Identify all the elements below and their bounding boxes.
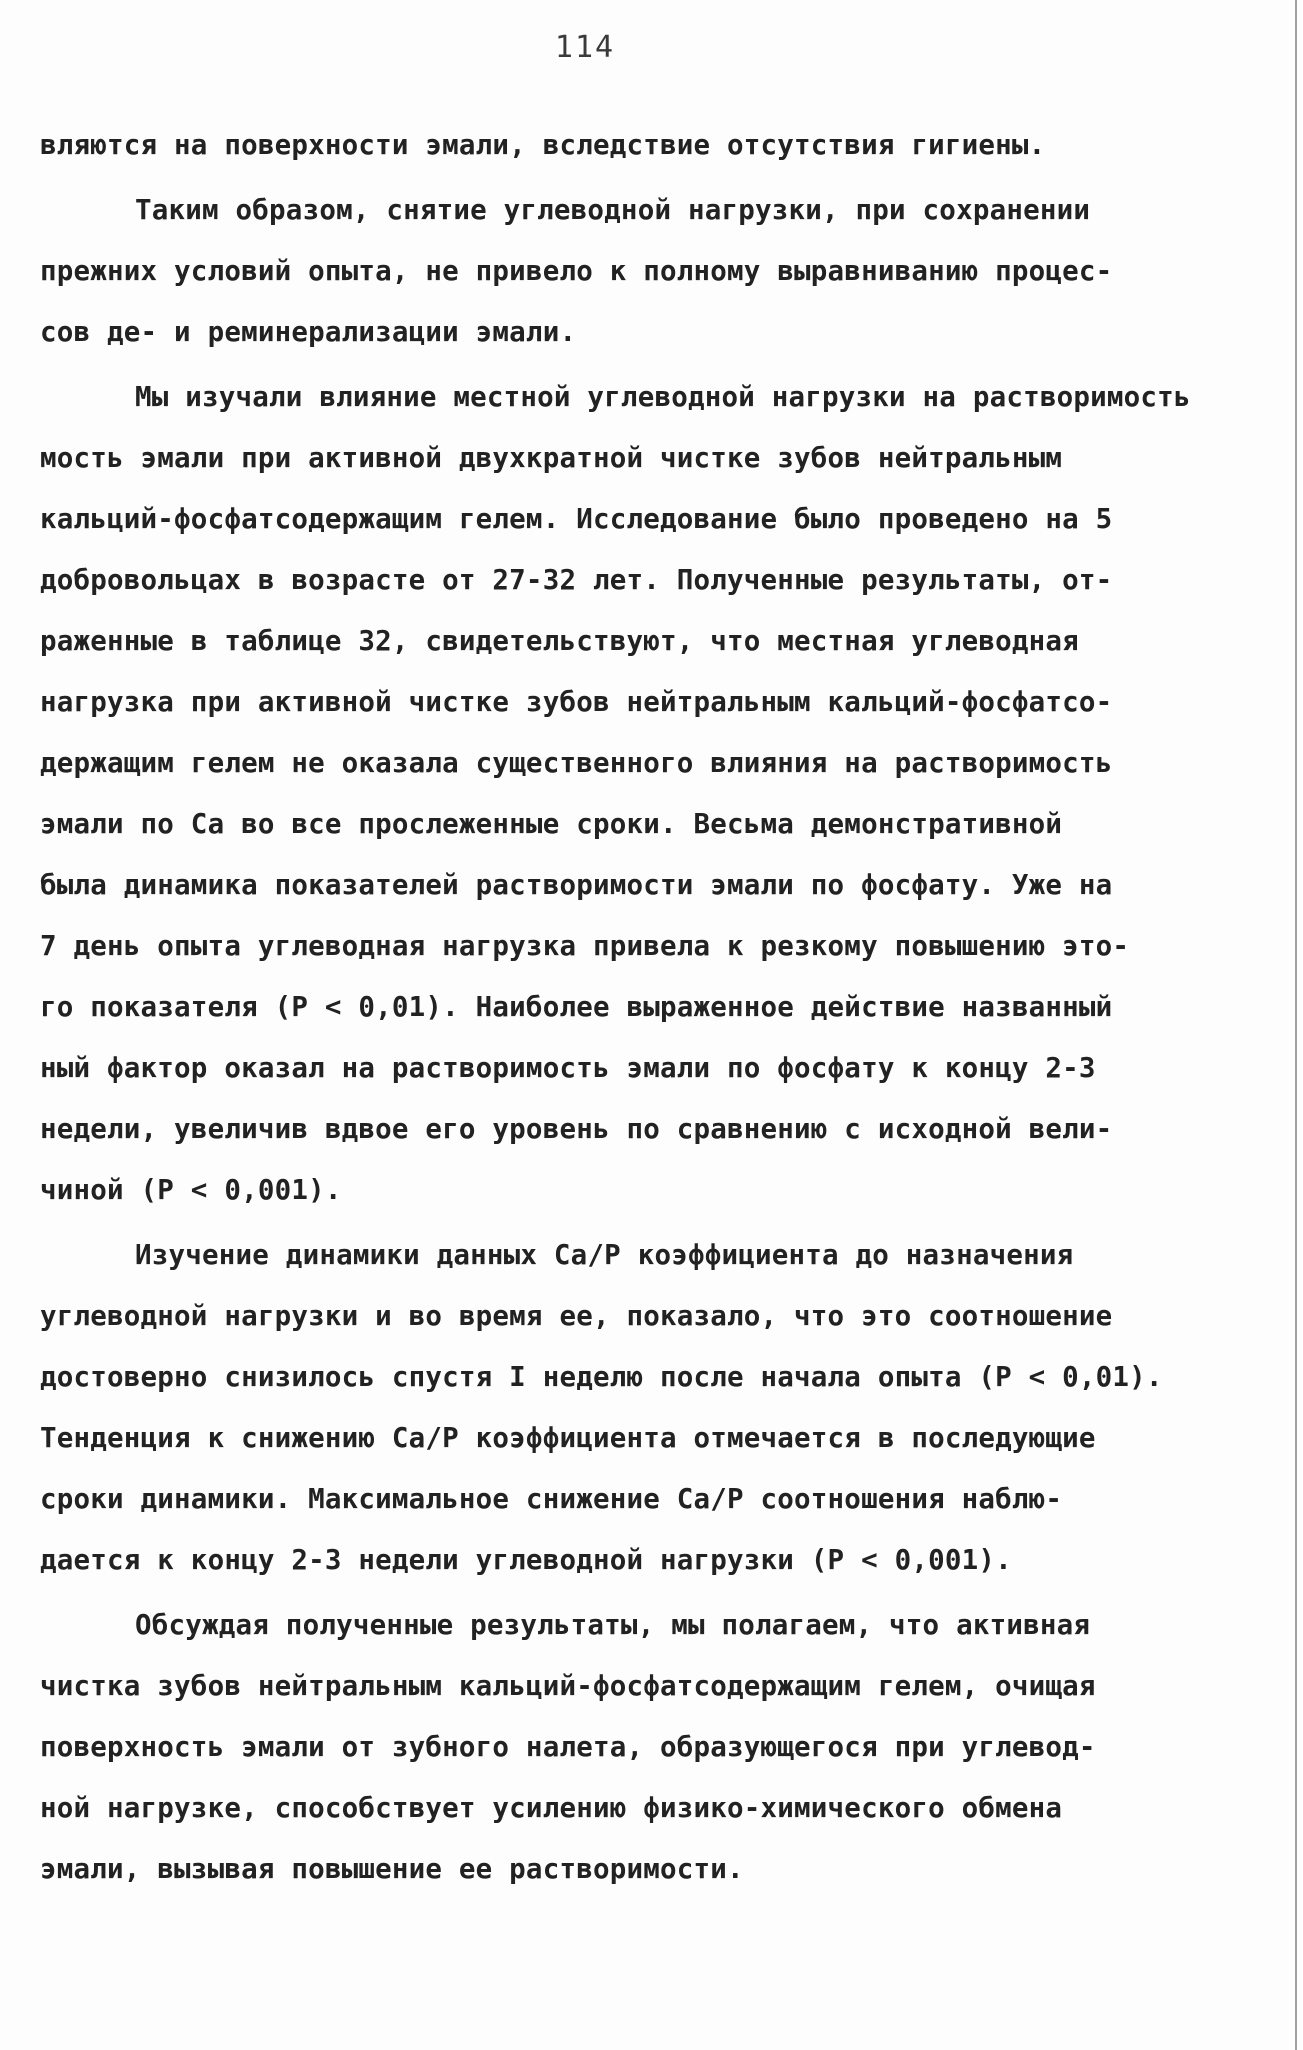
page-number: 114	[554, 30, 616, 65]
text-line: ный фактор оказал на растворимость эмали по фосфату к концу 2-3	[40, 1052, 1096, 1084]
text-line: Тенденция к снижению Ca/P коэффициента отмечается в последующие	[40, 1422, 1096, 1454]
paragraph-conclusion	[40, 180, 1220, 363]
text-line: добровольцах в возрасте от 27-32 лет. Полученные результаты, от-	[40, 564, 1113, 596]
text-line: Таким образом, снятие углеводной нагрузки, при сохранении	[135, 194, 1091, 226]
text-line: поверхность эмали от зубного налета, образующегося при углевод-	[40, 1731, 1096, 1763]
text-line: ной нагрузке, способствует усилению физико-химического обмена	[40, 1792, 1063, 1824]
text-line: чистка зубов нейтральным кальций-фосфатсодержащим гелем, очищая	[40, 1670, 1096, 1702]
text-line: дается к концу 2-3 недели углеводной нагрузки (P < 0,001).	[40, 1544, 1012, 1576]
paragraph-continuation	[40, 115, 1220, 176]
text-line: вляются на поверхности эмали, вследствие отсутствия гигиены.	[40, 129, 1046, 161]
text-line: была динамика показателей растворимости эмали по фосфату. Уже на	[40, 869, 1113, 901]
text-line: недели, увеличив вдвое его уровень по сравнению с исходной вели-	[40, 1113, 1113, 1145]
text-line: кальций-фосфатсодержащим гелем. Исследование было проведено на 5	[40, 503, 1113, 535]
text-line: Мы изучали влияние местной углеводной нагрузки на растворимость	[135, 381, 1191, 413]
text-line: го показателя (P < 0,01). Наиболее выраженное действие названный	[40, 991, 1113, 1023]
text-line: эмали по Ca во все прослеженные сроки. Весьма демонстративной	[40, 808, 1063, 840]
text-line: прежних условий опыта, не привело к полному выравниванию процес-	[40, 255, 1113, 287]
text-line: углеводной нагрузки и во время ее, показало, что это соотношение	[40, 1300, 1113, 1332]
text-line: 7 день опыта углеводная нагрузка привела к резкому повышению это-	[40, 930, 1130, 962]
body-text	[40, 115, 1220, 1904]
text-line: эмали, вызывая повышение ее растворимости.	[40, 1853, 744, 1885]
text-line: нагрузка при активной чистке зубов нейтральным кальций-фосфатсо-	[40, 686, 1113, 718]
text-line: Изучение динамики данных Ca/P коэффициента до назначения	[135, 1239, 1074, 1271]
text-line: держащим гелем не оказала существенного влияния на растворимость	[40, 747, 1113, 779]
text-line: сроки динамики. Максимальное снижение Ca/P соотношения наблю-	[40, 1483, 1063, 1515]
text-line: раженные в таблице 32, свидетельствуют, что местная углеводная	[40, 625, 1079, 657]
page-edge-line	[1295, 0, 1297, 2050]
paragraph-ca-p-ratio	[40, 1225, 1220, 1591]
text-line: сов де- и реминерализации эмали.	[40, 316, 577, 348]
text-line: мость эмали при активной двухкратной чистке зубов нейтральным	[40, 442, 1063, 474]
paragraph-discussion	[40, 1595, 1220, 1900]
text-line: чиной (P < 0,001).	[40, 1174, 342, 1206]
text-line: достоверно снизилось спустя I неделю после начала опыта (P < 0,01).	[40, 1361, 1163, 1393]
paragraph-study	[40, 367, 1220, 1221]
text-line: Обсуждая полученные результаты, мы полагаем, что активная	[135, 1609, 1091, 1641]
